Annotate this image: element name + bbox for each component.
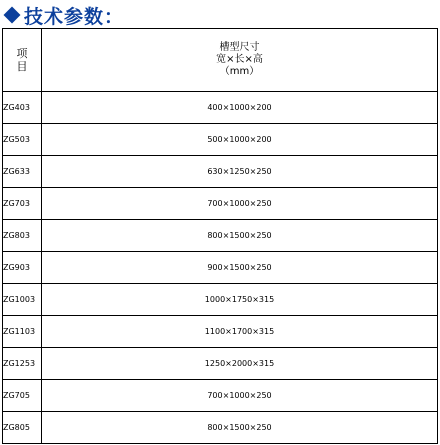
size-cell: 1100×1700×315 xyxy=(42,316,438,348)
model-cell: ZG803 xyxy=(3,220,42,252)
table-row xyxy=(3,188,438,220)
model-cell: ZG1103 xyxy=(3,316,42,348)
model-cell: ZG1003 xyxy=(3,284,42,316)
size-cell: 1250×2000×315 xyxy=(42,348,438,380)
model-cell: ZG805 xyxy=(3,412,42,444)
table-row xyxy=(3,124,438,156)
header-size-line2: 宽×长×高 xyxy=(216,54,263,65)
size-cell: 800×1500×250 xyxy=(42,412,438,444)
model-cell: ZG903 xyxy=(3,252,42,284)
table-row xyxy=(3,252,438,284)
model-cell: ZG1253 xyxy=(3,348,42,380)
section-heading xyxy=(2,3,124,27)
heading-text: 技术参数： xyxy=(24,5,125,28)
size-cell: 700×1000×250 xyxy=(42,380,438,412)
header-size-line3: （mm） xyxy=(219,66,260,77)
size-cell: 630×1250×250 xyxy=(42,156,438,188)
header-item-line1: 项 xyxy=(16,47,28,60)
header-size-line1: 槽型尺寸 xyxy=(219,42,260,53)
size-cell: 500×1000×200 xyxy=(42,124,438,156)
table-row xyxy=(3,92,438,124)
size-cell: 1000×1750×315 xyxy=(42,284,438,316)
size-cell: 700×1000×250 xyxy=(42,188,438,220)
header-item-cell xyxy=(3,29,42,92)
table-row xyxy=(3,284,438,316)
table-row xyxy=(3,348,438,380)
model-cell: ZG633 xyxy=(3,156,42,188)
size-cell: 800×1500×250 xyxy=(42,220,438,252)
model-cell: ZG503 xyxy=(3,124,42,156)
model-cell: ZG403 xyxy=(3,92,42,124)
model-cell: ZG705 xyxy=(3,380,42,412)
header-size-cell xyxy=(42,29,438,92)
table-row xyxy=(3,412,438,444)
diamond-bullet-icon xyxy=(4,7,21,24)
model-cell: ZG703 xyxy=(3,188,42,220)
size-cell: 400×1000×200 xyxy=(42,92,438,124)
table-row xyxy=(3,156,438,188)
table-row xyxy=(3,220,438,252)
table-header-row xyxy=(3,29,438,92)
size-cell: 900×1500×250 xyxy=(42,252,438,284)
table-row xyxy=(3,316,438,348)
table-row xyxy=(3,380,438,412)
spec-table xyxy=(2,28,438,444)
header-item-line2: 目 xyxy=(16,60,28,73)
